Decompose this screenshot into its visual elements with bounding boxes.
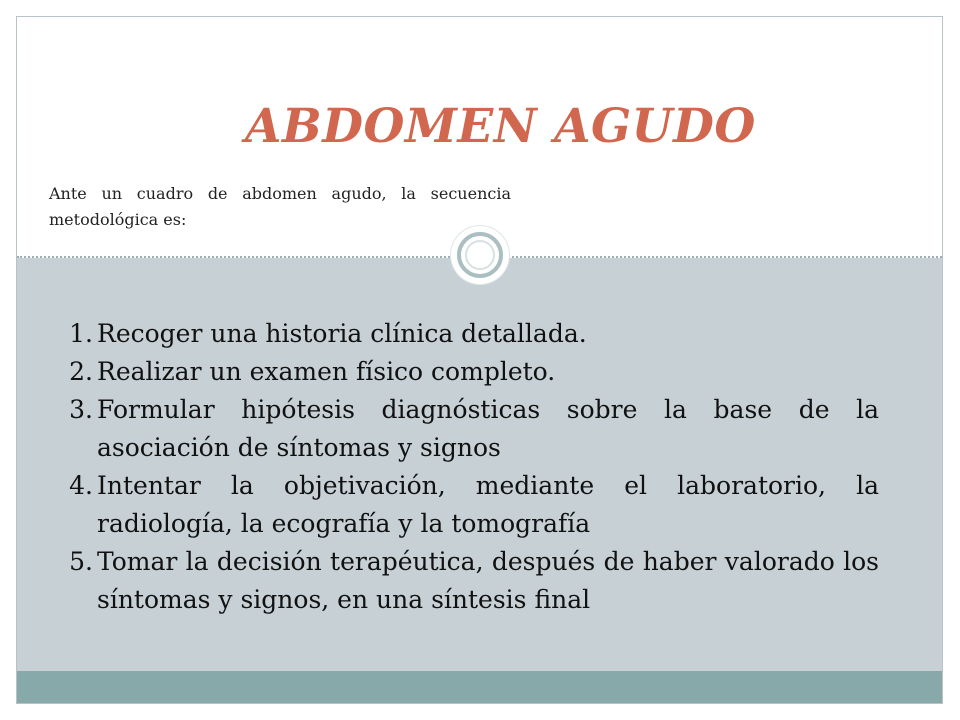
step-text: Realizar un examen físico completo. [97,357,556,386]
ornament-inner-ring [465,240,495,270]
step-number: 1. [69,319,93,348]
header-section [17,17,942,256]
step-number: 2. [69,357,93,386]
footer-bar [17,671,942,704]
step-number: 4. [69,471,93,500]
step-text: Intentar la objetivación, mediante el laboratorio, la radiología, la ecografía y la tomografía [97,471,879,538]
step-text: Formular hipótesis diagnósticas sobre la base de la asociación de síntomas y signos [97,395,879,462]
step-item [49,315,879,353]
slide-title: ABDOMEN AGUDO [245,99,756,154]
step-item [49,353,879,391]
step-item [49,391,879,467]
step-text: Recoger una historia clínica detallada. [97,319,587,348]
step-item [49,467,879,543]
step-number: 3. [69,395,93,424]
step-number: 5. [69,547,93,576]
slide-frame [16,16,943,704]
step-item [49,543,879,619]
circle-ornament-icon [451,226,509,284]
intro-text: Ante un cuadro de abdomen agudo, la secuencia metodológica es: [49,184,511,229]
step-text: Tomar la decisión terapéutica, después de haber valorado los síntomas y signos, en una síntesis final [97,547,879,614]
steps-list [49,315,879,619]
ornament-ring [457,232,503,278]
